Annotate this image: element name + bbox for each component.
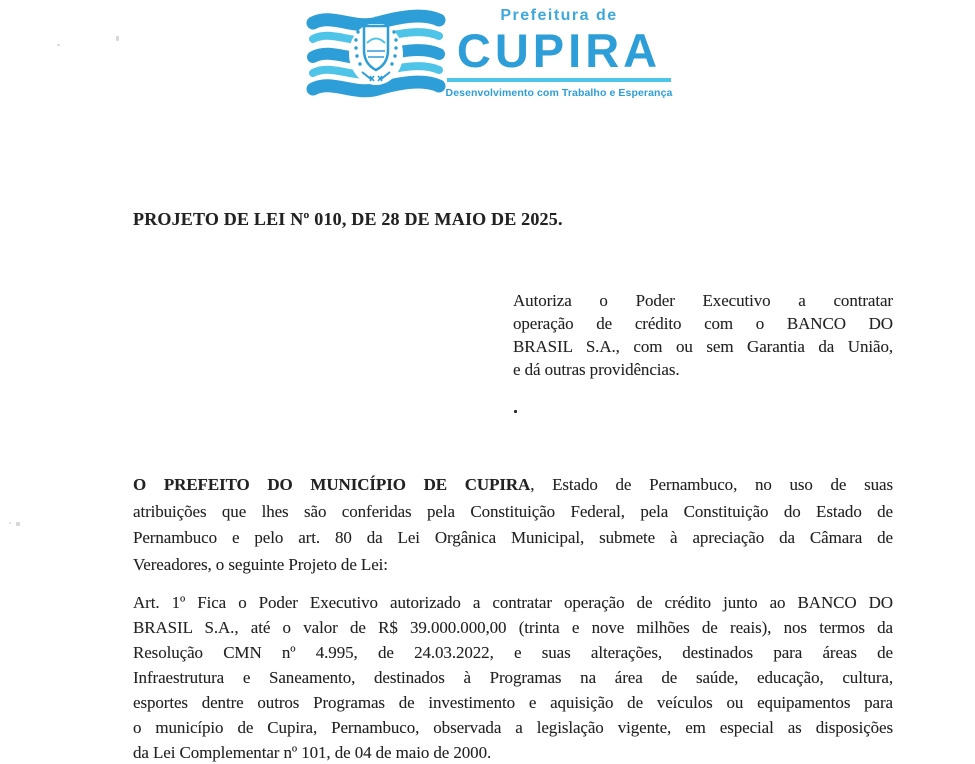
article-1-line-3: Resolução CMN nº 4.995, de 24.03.2022, e suas alterações, destinados para áreas de [133, 643, 893, 662]
scan-speck [9, 522, 11, 524]
preamble-paragraph [133, 472, 893, 578]
city-flag-emblem-icon [306, 8, 446, 98]
article-1-line-4: Infraestrutura e Saneamento, destinados à Programas na área de saúde, educação, cultura, [133, 668, 893, 687]
logo-pretitle: Prefeitura de [500, 7, 618, 24]
preamble-line-4: Vereadores, o seguinte Projeto de Lei: [133, 554, 388, 574]
ementa-block [513, 289, 893, 381]
ementa-line-3: BRASIL S.A., com ou sem Garantia da União, [513, 337, 893, 356]
preamble-lead: O PREFEITO DO MUNICÍPIO DE CUPIRA [133, 475, 531, 494]
article-1-line-6: o município de Cupira, Pernambuco, observada a legislação vigente, em especial as disposições [133, 718, 893, 737]
scan-speck [16, 522, 20, 526]
article-1-line-7: da Lei Complementar nº 101, de 04 de maio de 2000. [133, 743, 492, 762]
scan-speck [116, 36, 119, 41]
article-1-paragraph [133, 590, 893, 764]
preamble-line-1 [133, 472, 893, 499]
article-1-line-5: esportes dentre outros Programas de investimento e aquisição de veículos ou equipamentos para [133, 693, 893, 712]
logo-text-block [445, 6, 673, 99]
ementa-line-4: e dá outras providências. [513, 360, 680, 379]
scan-speck [57, 44, 60, 46]
preamble-line-2: atribuições que lhes são conferidas pela Constituição Federal, pela Constituição do Estado de [133, 501, 893, 521]
preamble-line1-rest: , Estado de Pernambuco, no uso de suas [530, 475, 893, 494]
logo-underline [447, 78, 671, 82]
preamble-line-3: Pernambuco e pelo art. 80 da Lei Orgânica Municipal, submete à apreciação da Câmara de [133, 528, 893, 547]
ementa-line-2: operação de crédito com o BANCO DO [513, 314, 893, 333]
municipal-logo [306, 6, 674, 100]
stray-period-mark [514, 410, 517, 413]
document-title: PROJETO DE LEI Nº 010, DE 28 DE MAIO DE 2025. [133, 209, 563, 229]
article-1-line-2: BRASIL S.A., até o valor de R$ 39.000.000,00 (trinta e nove milhões de reais), nos termos da [133, 618, 893, 637]
ementa-line-1: Autoriza o Poder Executivo a contratar [513, 291, 893, 310]
logo-city-name: CUPIRA [456, 24, 662, 77]
article-1-line-1: Art. 1º Fica o Poder Executivo autorizado a contratar operação de crédito junto ao BANCO DO [133, 593, 893, 612]
logo-tagline: Desenvolvimento com Trabalho e Esperança [445, 87, 673, 99]
